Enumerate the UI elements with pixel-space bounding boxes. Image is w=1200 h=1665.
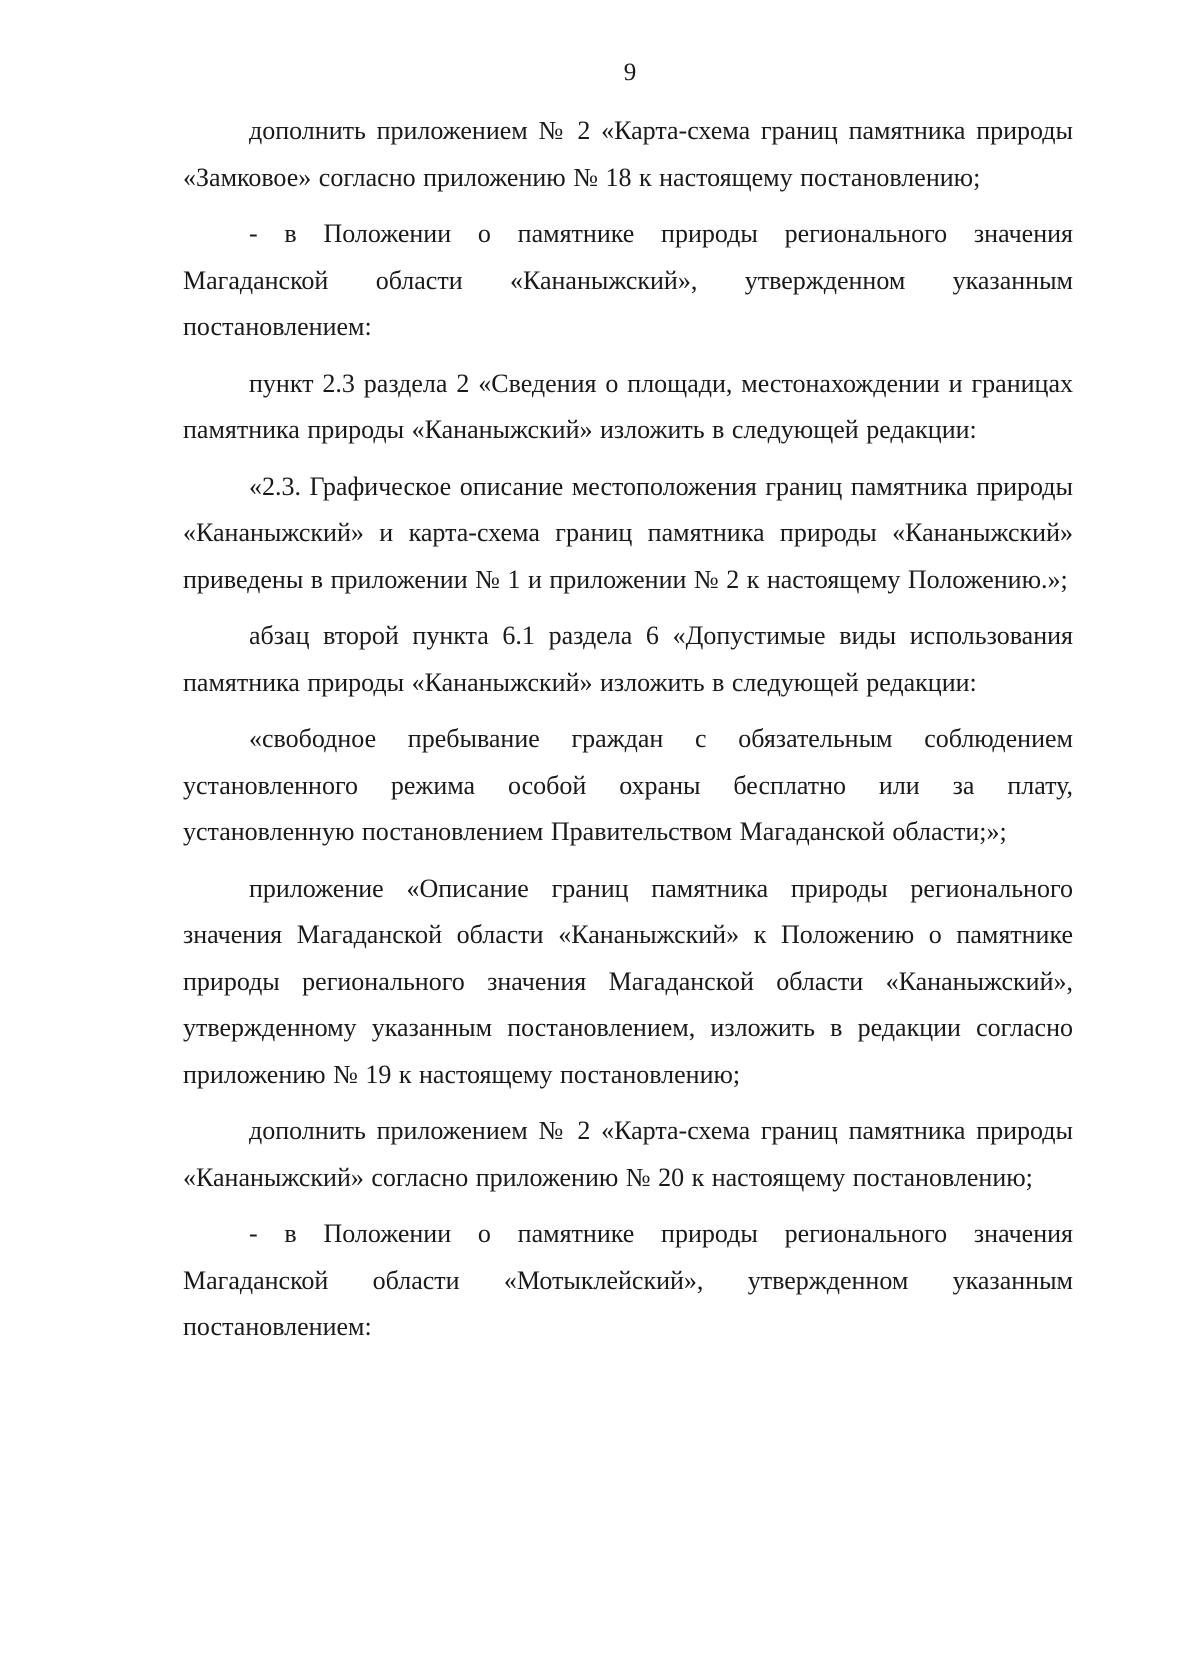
- paragraph-motykleisky-regulation: - в Положении о памятнике природы регионального значения Магаданской области «Мотыклейский», утвержденном указанным постановлением:: [183, 1219, 1073, 1341]
- paragraph-clause-6-1-text: «свободное пребывание граждан с обязательным соблюдением установленного режима особой охраны бесплатно или за плату, установленную постановлением Правительством Магаданской области;»;: [183, 724, 1073, 846]
- paragraph-supplement-zamkovoe: дополнить приложением № 2 «Карта-схема границ памятника природы «Замковое» согласно приложению № 18 к настоящему постановлению;: [183, 116, 1073, 192]
- paragraph-kananyzhsky-regulation: - в Положении о памятнике природы регионального значения Магаданской области «Кананыжский», утвержденном указанным постановлением:: [183, 219, 1073, 341]
- page-number: 9: [623, 59, 637, 86]
- paragraph-clause-2-3: пункт 2.3 раздела 2 «Сведения о площади, местонахождении и границах памятника природы «Кананыжский» изложить в следующей редакции:: [183, 368, 1073, 444]
- document-body: [183, 108, 1073, 1361]
- paragraph-clause-2-3-text: «2.3. Графическое описание местоположения границ памятника природы «Кананыжский» и карта-схема границ памятника природы «Кананыжский» приведены в приложении № 1 и приложении № 2 к настоящему Положению.»;: [183, 471, 1073, 594]
- paragraph-clause-6-1: абзац второй пункта 6.1 раздела 6 «Допустимые виды использования памятника природы «Кананыжский» изложить в следующей редакции:: [183, 621, 1073, 697]
- paragraph-boundaries-appendix: приложение «Описание границ памятника природы регионального значения Магаданской области «Кананыжский» к Положению о памятнике природы регионального значения Магаданской области «Кананыжский», утвержденному указанным постановлением, изложить в редакции согласно приложению № 19 к настоящему постановлению;: [183, 873, 1073, 1089]
- paragraph-supplement-kananyzhsky: дополнить приложением № 2 «Карта-схема границ памятника природы «Кананыжский» согласно приложению № 20 к настоящему постановлению;: [183, 1116, 1073, 1192]
